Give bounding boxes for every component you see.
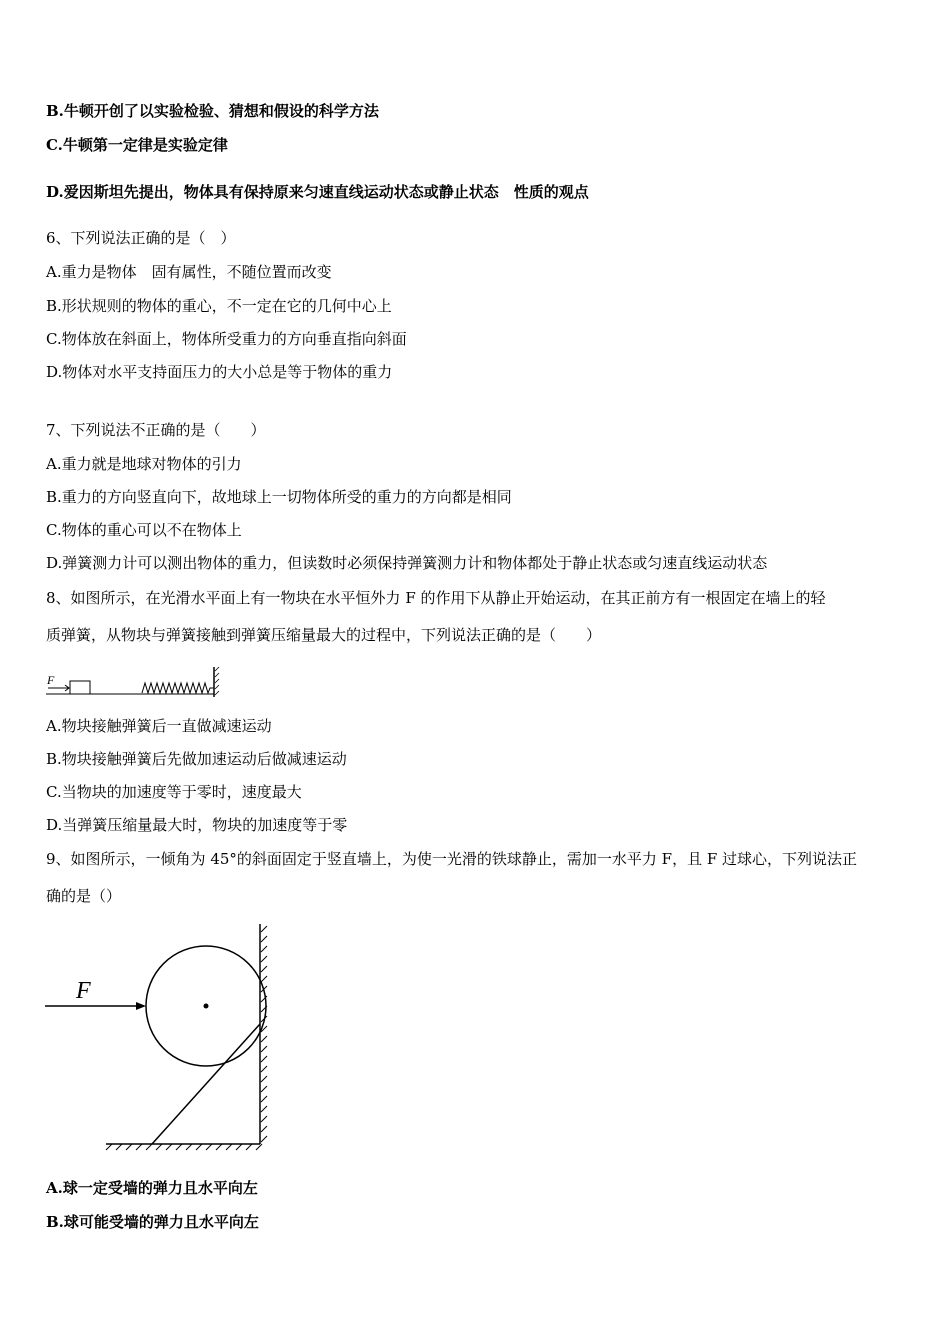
q7-option-b: B.重力的方向竖直向下，故地球上一切物体所受的重力的方向都是相同 [46,488,512,506]
q5-option-b: B.牛顿开创了以实验检验、猜想和假设的科学方法 [46,102,379,120]
q8-stem-line2: 质弹簧，从物块与弹簧接触到弹簧压缩量最大的过程中，下列说法正确的是（ ） [46,626,602,644]
q8-option-d: D.当弹簧压缩量最大时，物块的加速度等于零 [46,816,348,834]
q8-stem-line1: 8、如图所示，在光滑水平面上有一物块在水平恒外力 F 的作用下从静止开始运动，在其正前方有一根固定在墙上的轻 [46,589,826,607]
force-label: F [47,673,55,687]
q6-option-d: D.物体对水平支持面压力的大小总是等于物体的重力 [46,363,393,381]
q9-option-b: B.球可能受墙的弹力且水平向左 [46,1213,259,1231]
q5-option-d: D.爱因斯坦先提出，物体具有保持原来匀速直线运动状态或静止状态 性质的观点 [46,183,589,201]
block [70,681,90,694]
q9-stem-line2: 确的是（） [46,887,122,905]
q8-option-b: B.物块接触弹簧后先做加速运动后做减速运动 [46,750,347,768]
q8-option-c: C.当物块的加速度等于零时，速度最大 [46,783,302,801]
wall-hatch [261,926,267,1142]
spring [142,683,214,693]
ground-hatch [106,1144,262,1150]
q6-option-c: C.物体放在斜面上，物体所受重力的方向垂直指向斜面 [46,330,407,348]
q6-stem: 6、下列说法正确的是（ ） [46,229,236,247]
force-label: F [76,978,91,1004]
q5-option-c: C.牛顿第一定律是实验定律 [46,136,228,154]
q7-stem: 7、下列说法不正确的是（ ） [46,421,266,439]
ball-center [204,1004,209,1009]
spring-block-figure [44,663,224,703]
q6-option-a: A.重力是物体 固有属性，不随位置而改变 [46,263,332,281]
q7-option-d: D.弹簧测力计可以测出物体的重力，但读数时必须保持弹簧测力计和物体都处于静止状态或匀速直线运动状态 [46,554,768,572]
q7-option-c: C.物体的重心可以不在物体上 [46,521,242,539]
q9-option-a: A.球一定受墙的弹力且水平向左 [46,1179,258,1197]
q8-option-a: A.物块接触弹簧后一直做减速运动 [46,717,272,735]
q6-option-b: B.形状规则的物体的重心，不一定在它的几何中心上 [46,297,392,315]
ball-incline-figure [40,920,280,1152]
q9-stem-line1: 9、如图所示，一倾角为 45°的斜面固定于竖直墙上，为使一光滑的铁球静止，需加一水平力 F，且 F 过球心，下列说法正 [46,850,858,868]
q7-option-a: A.重力就是地球对物体的引力 [46,455,242,473]
